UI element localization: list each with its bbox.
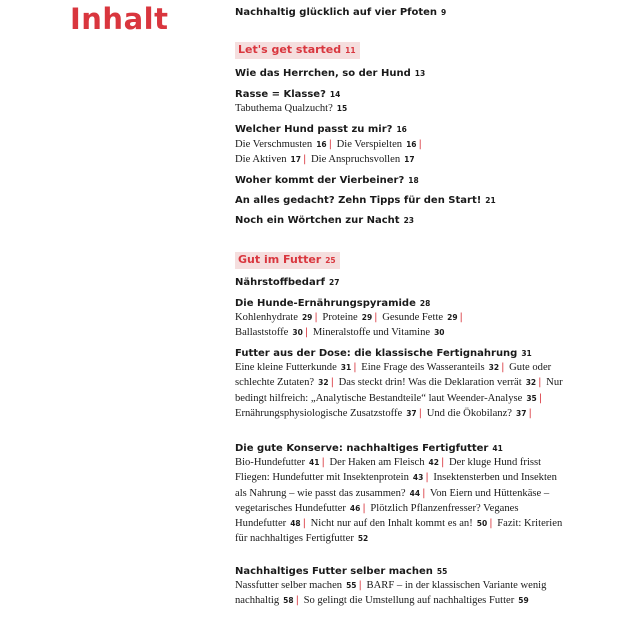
separator: | xyxy=(440,457,445,468)
separator: | xyxy=(418,407,423,419)
separator: | xyxy=(422,487,426,499)
subentry-title: BARF – in der klassischen Variante wenig nachhaltig xyxy=(235,580,547,607)
subentry-title: Tabuthema Qualzucht? xyxy=(235,103,333,114)
toc-subentries xyxy=(235,578,565,609)
separator: | xyxy=(358,580,362,591)
toc-entry xyxy=(235,214,414,228)
subentry-page: 29 xyxy=(361,313,373,322)
subentry-page: 30 xyxy=(434,328,445,338)
subentry-title: Kohlenhydrate xyxy=(235,312,298,323)
separator: | xyxy=(330,377,334,389)
entry-page: 27 xyxy=(329,278,340,287)
subentry-title: Eine kleine Futterkunde xyxy=(235,362,337,373)
section-title: Gut im Futter xyxy=(238,253,322,266)
subentry-title: Eine Frage des Wasseranteils xyxy=(361,362,485,373)
toc-entry xyxy=(235,123,407,137)
subentry-title: Insektensterben und Insekten als Nahrung – wie passt das zusammen? xyxy=(235,472,557,499)
subentry-title: Von Eiern und Hüttenkäse – vegetarisches Hundefutter xyxy=(235,487,550,514)
entry-title: An alles gedacht? Zehn Tipps für den Start! xyxy=(235,195,482,206)
toc-subentries xyxy=(235,137,565,168)
subentry-page: 17 xyxy=(290,155,301,165)
subentry-page: 41 xyxy=(309,458,320,467)
subentry-page: 30 xyxy=(292,328,303,338)
separator: | xyxy=(538,377,542,389)
subentry-page: 32 xyxy=(318,378,329,388)
toc-subentries xyxy=(235,455,565,547)
subentry-title: Die Verspielten xyxy=(336,139,403,150)
entry-title: Die gute Konserve: nachhaltiges Fertigfutter xyxy=(235,443,489,454)
separator: | xyxy=(295,595,299,607)
subentry-page: 31 xyxy=(340,363,352,372)
toc-entry xyxy=(235,347,532,361)
separator: | xyxy=(374,312,378,323)
subentry-title: Nicht nur auf den Inhalt kommt es an! xyxy=(310,518,473,530)
toc-entry xyxy=(235,194,496,208)
section-page: 25 xyxy=(325,256,336,265)
entry-page: 41 xyxy=(492,444,503,453)
separator: | xyxy=(362,502,366,514)
subentry-page: 43 xyxy=(412,473,424,483)
subentry-title: Gute oder schlechte Zutaten? xyxy=(235,362,552,389)
subentry-page: 46 xyxy=(349,503,361,513)
entry-page: 31 xyxy=(521,349,532,358)
section-heading-1 xyxy=(235,42,360,59)
separator: | xyxy=(328,139,332,150)
subentry-page: 37 xyxy=(516,408,527,418)
toc-entry xyxy=(235,88,340,102)
subentry-page: 32 xyxy=(525,378,537,388)
separator: | xyxy=(321,457,325,468)
subentry-page: 55 xyxy=(346,581,357,590)
toc-entry-intro xyxy=(235,6,446,20)
entry-title: Welcher Hund passt zu mir? xyxy=(235,124,393,135)
subentry-page: 17 xyxy=(404,155,415,165)
subentry-page: 35 xyxy=(526,393,537,403)
subentry-page: 44 xyxy=(409,488,421,498)
entry-page: 14 xyxy=(329,90,341,99)
subentry-page: 42 xyxy=(428,458,439,467)
subentry-title: Mineralstoffe und Vitamine xyxy=(312,327,431,339)
subentry-page: 37 xyxy=(406,408,417,418)
subentry-title: Plötzlich Pflanzenfresser? Veganes Hundefutter xyxy=(235,502,519,530)
subentry-page: 48 xyxy=(290,519,301,529)
section-page: 11 xyxy=(345,46,356,55)
entry-page: 21 xyxy=(485,196,496,205)
subentry-page: 32 xyxy=(488,363,500,372)
subentry-page: 59 xyxy=(518,596,529,606)
subentry-title: Ernährungsphysiologische Zusatzstoffe xyxy=(235,407,403,419)
separator: | xyxy=(501,362,505,373)
subentry-page: 52 xyxy=(357,534,369,544)
entry-page: 18 xyxy=(408,176,419,185)
entry-title: Noch ein Wörtchen zur Nacht xyxy=(235,215,400,226)
toc-entry xyxy=(235,442,503,456)
subentry-title: Und die Ökobilanz? xyxy=(426,407,513,419)
subentry-title: Nassfutter selber machen xyxy=(235,580,343,591)
toc-entry xyxy=(235,276,339,290)
separator: | xyxy=(314,312,318,323)
subentry-page: 29 xyxy=(301,313,313,322)
separator: | xyxy=(459,312,463,323)
separator: | xyxy=(418,139,422,150)
subentry-page: 29 xyxy=(447,313,458,322)
subentry-page: 15 xyxy=(336,104,348,113)
entry-page: 9 xyxy=(441,8,447,17)
toc-subentries xyxy=(235,101,565,116)
toc-entry xyxy=(235,297,430,311)
toc-subentries xyxy=(235,310,565,341)
entry-page: 16 xyxy=(396,125,407,134)
entry-page: 23 xyxy=(403,216,414,225)
subentry-page: 50 xyxy=(476,519,488,529)
entry-title: Nachhaltiges Futter selber machen xyxy=(235,566,433,577)
subentry-title: Nur bedingt hilfreich: „Analytische Bestandteile“ laut Weender-Analyse xyxy=(235,377,563,404)
subentry-title: Bio-Hundefutter xyxy=(235,457,306,468)
toc-entry xyxy=(235,174,419,188)
entry-title: Wie das Herrchen, so der Hund xyxy=(235,68,411,79)
subentry-title: Der kluge Hund frisst Fliegen: Hundefutter mit Insektenprotein xyxy=(235,457,542,484)
section-title: Let's get started xyxy=(238,43,342,56)
page-title: Inhalt xyxy=(70,2,169,36)
entry-title: Die Hunde-Ernährungspyramide xyxy=(235,298,416,309)
subentry-title: Ballaststoffe xyxy=(235,327,289,339)
subentry-title: So gelingt die Umstellung auf nachhaltiges Futter xyxy=(303,595,515,607)
subentry-title: Proteine xyxy=(322,312,358,323)
entry-page: 55 xyxy=(436,567,448,576)
subentry-page: 16 xyxy=(316,140,327,149)
subentry-title: Das steckt drin! Was die Deklaration verrät xyxy=(338,377,522,389)
subentry-title: Der Haken am Fleisch xyxy=(329,457,425,468)
subentry-title: Die Aktiven xyxy=(235,154,287,166)
separator: | xyxy=(302,518,306,530)
entry-title: Nährstoffbedarf xyxy=(235,277,325,288)
entry-title: Woher kommt der Vierbeiner? xyxy=(235,175,405,186)
separator: | xyxy=(353,362,357,373)
entry-title: Rasse = Klasse? xyxy=(235,89,326,100)
separator: | xyxy=(538,392,543,404)
entry-page: 13 xyxy=(414,69,426,78)
section-heading-2 xyxy=(235,252,340,269)
subentry-page: 16 xyxy=(406,140,417,149)
subentry-title: Fazit: Kriterien für nachhaltiges Fertigfutter xyxy=(235,518,563,545)
separator: | xyxy=(302,154,307,166)
toc-entry xyxy=(235,565,447,579)
separator: | xyxy=(489,518,493,530)
subentry-title: Die Anspruchsvollen xyxy=(310,154,401,166)
separator: | xyxy=(304,327,309,339)
subentry-page: 58 xyxy=(283,596,294,606)
separator: | xyxy=(425,472,429,484)
subentry-title: Die Verschmusten xyxy=(235,139,313,150)
entry-page: 28 xyxy=(419,299,431,308)
subentry-title: Gesunde Fette xyxy=(382,312,444,323)
toc-subentries xyxy=(235,360,565,421)
entry-title: Futter aus der Dose: die klassische Fertignahrung xyxy=(235,348,518,359)
toc-entry xyxy=(235,67,425,81)
separator: | xyxy=(528,407,532,419)
entry-title: Nachhaltig glücklich auf vier Pfoten xyxy=(235,7,438,18)
